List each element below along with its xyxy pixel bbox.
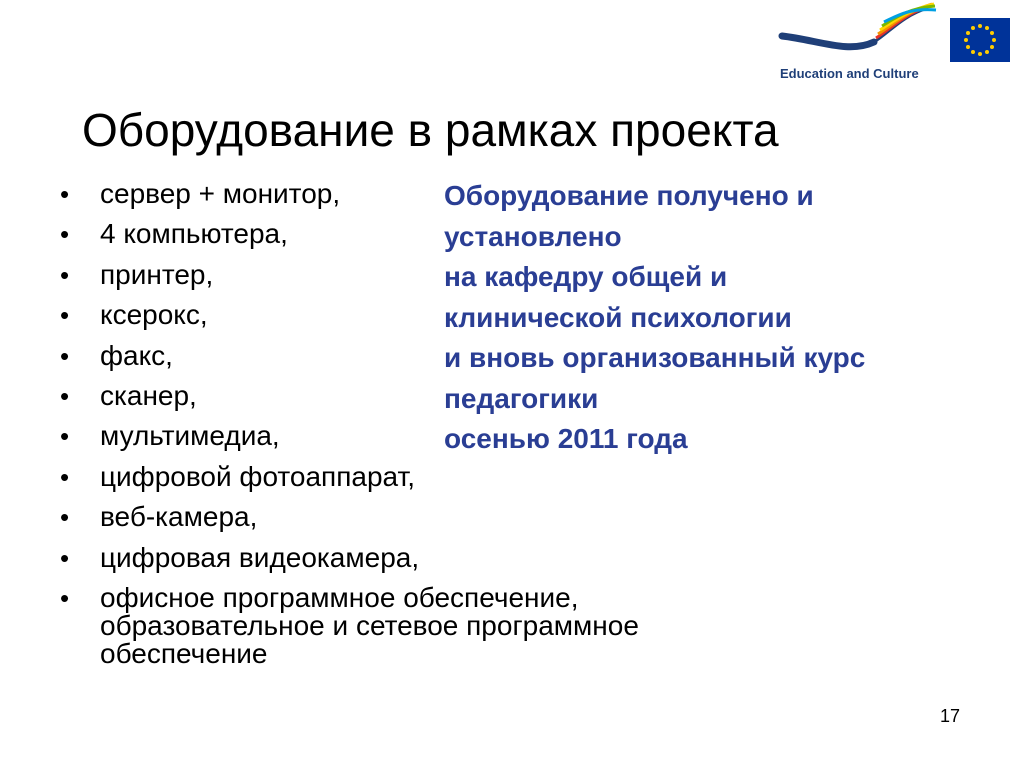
note-line: на кафедру общей и: [444, 261, 728, 292]
equipment-note: [444, 176, 984, 460]
list-item: [60, 581, 790, 669]
list-item-text: офисное программное обеспечение, образовательное и сетевое программное обеспечение: [100, 581, 639, 669]
list-item-text: принтер,: [100, 258, 214, 290]
list-item-text: веб-камера,: [100, 501, 258, 533]
note-line: педагогики: [444, 382, 599, 414]
bullet-icon: •: [60, 380, 70, 411]
slide-title: Оборудование в рамках проекта: [82, 104, 779, 156]
page-number: 17: [940, 706, 961, 726]
bullet-icon: •: [60, 179, 70, 209]
bullet-icon: •: [60, 300, 70, 331]
eu-flag-icon: [950, 18, 1010, 62]
bullet-icon: •: [60, 542, 70, 573]
bullet-icon: •: [60, 421, 70, 452]
bullet-icon: •: [60, 340, 70, 371]
bullet-icon: •: [60, 502, 70, 533]
note-line: установлено: [444, 220, 622, 252]
list-item-text: 4 компьютера,: [100, 218, 288, 250]
bullet-icon: •: [60, 461, 70, 492]
list-item-text: сканер,: [100, 379, 197, 411]
bullet-icon: •: [60, 259, 70, 290]
education-culture-logo: [776, 0, 1024, 92]
list-item-text: ксерокс,: [100, 299, 208, 331]
swoosh-logo-icon: [778, 2, 938, 62]
list-item: [60, 541, 790, 573]
list-item-text: цифровой фотоаппарат,: [100, 460, 415, 492]
list-item: [60, 460, 790, 492]
bullet-icon: •: [60, 219, 70, 250]
list-item: [60, 503, 790, 531]
note-line: осенью 2011 года: [444, 423, 688, 454]
logo-caption: Education and Culture: [780, 66, 919, 81]
note-line: и вновь организованный курс: [444, 342, 866, 373]
note-line: клинической психологии: [444, 301, 792, 333]
list-item-text: сервер + монитор,: [100, 178, 341, 209]
list-item-text: факс,: [100, 339, 173, 371]
list-item-text: цифровая видеокамера,: [100, 541, 420, 573]
note-line: Оборудование получено и: [444, 180, 814, 211]
list-item-text: мультимедиа,: [100, 420, 280, 452]
bullet-icon: •: [60, 582, 70, 613]
